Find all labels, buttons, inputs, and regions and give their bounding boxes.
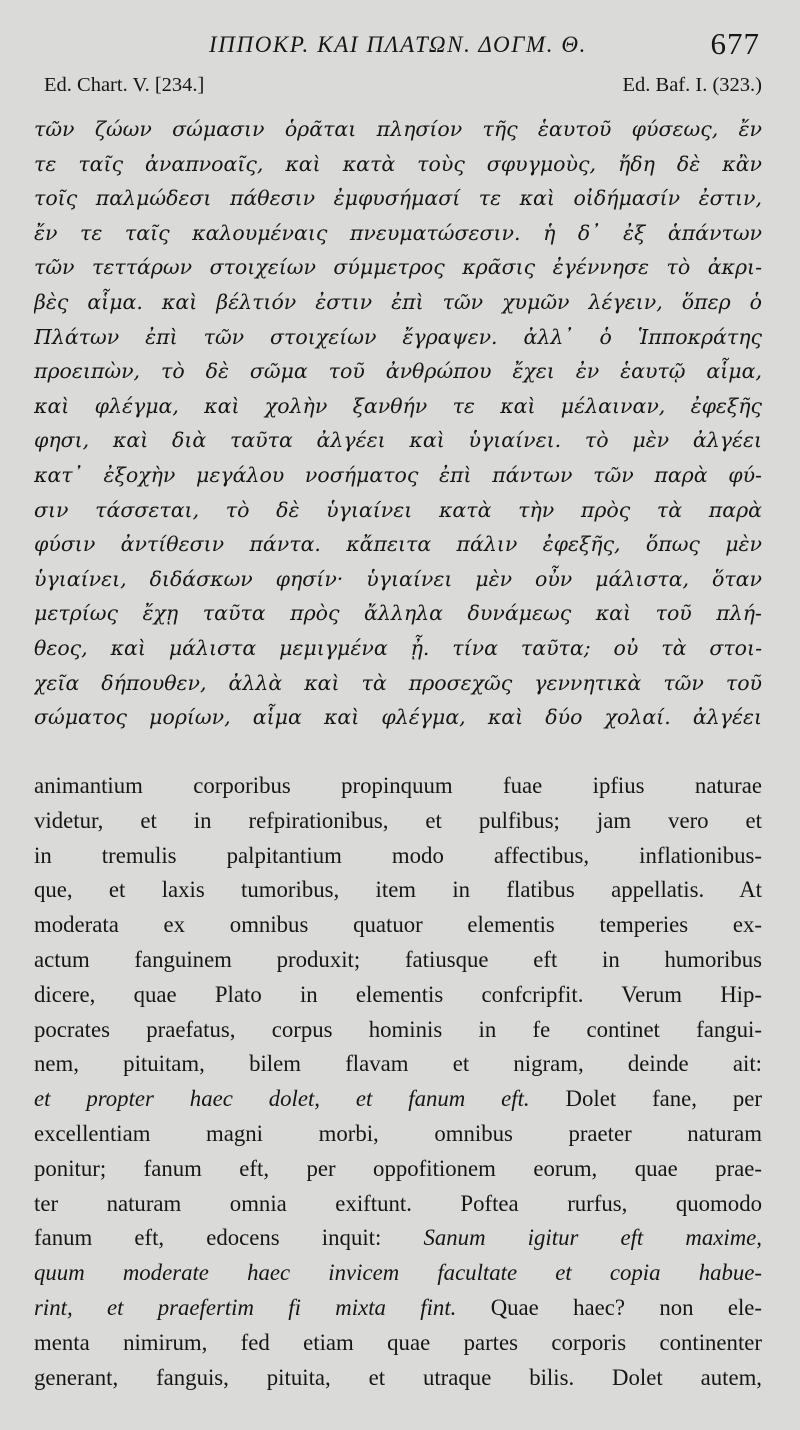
- greek-text-line: προειπὼν, τὸ δὲ σῶμα τοῦ ἀνθρώπου ἔχει ἐν ἑαυτῷ αἷμα,: [34, 359, 762, 384]
- latin-text-segment: Dolet fane, per: [529, 1086, 762, 1112]
- latin-italic-segment: quum moderate haec invicem facultate et copia habue-: [34, 1260, 762, 1286]
- edition-chart-reference: Ed. Chart. V. [234.]: [44, 74, 205, 96]
- greek-text-line: κατ᾽ ἐξοχὴν μεγάλου νοσήματος ἐπὶ πάντων τῶν παρὰ φύ-: [34, 462, 762, 487]
- greek-text-line: τῶν τεττάρων στοιχείων σύμμετρος κρᾶσις ἐγέννησε τὸ ἀκρι-: [34, 255, 762, 280]
- latin-text-line: [34, 1326, 762, 1361]
- latin-text-line: [34, 1291, 762, 1326]
- greek-text-block: [34, 112, 762, 734]
- latin-text-segment: menta nimirum, fed etiam quae partes corporis continenter: [34, 1329, 762, 1355]
- greek-text-line: τε ταῖς ἀναπνοαῖς, καὶ κατὰ τοὺς σφυγμοὺς, ἤδη δὲ κἂν: [34, 151, 762, 176]
- page-number: 677: [710, 26, 760, 61]
- greek-text-line: χεῖα δήπουθεν, ἀλλὰ καὶ τὰ προσεχῶς γεννητικὰ τῶν τοῦ: [34, 670, 762, 695]
- latin-text-line: [34, 978, 762, 1013]
- latin-text-line: [34, 804, 762, 839]
- latin-text-line: [34, 873, 762, 908]
- latin-text-segment: fanum eft, edocens inquit:: [34, 1225, 424, 1251]
- latin-text-line: [34, 1117, 762, 1152]
- edition-basel-reference: Ed. Baf. I. (323.): [622, 74, 762, 96]
- latin-text-segment: animantium corporibus propinquum fuae ipfius naturae: [34, 773, 762, 798]
- greek-text-line: φύσιν ἀντίθεσιν πάντα. κἄπειτα πάλιν ἐφεξῆς, ὅπως μὲν: [34, 532, 762, 557]
- latin-text-segment: excellentiam magni morbi, omnibus praeter naturam: [34, 1120, 762, 1146]
- greek-text-line: βὲς αἷμα. καὶ βέλτιόν ἐστιν ἐπὶ τῶν χυμῶν λέγειν, ὅπερ ὁ: [34, 289, 762, 314]
- latin-text-segment: actum fanguinem produxit; fatiusque eft in humoribus: [34, 946, 762, 972]
- greek-text-line: Πλάτων ἐπὶ τῶν στοιχείων ἔγραψεν. ἀλλ᾽ ὁ Ἱπποκράτης: [34, 324, 762, 349]
- latin-text-line: [34, 839, 762, 874]
- latin-text-line: [34, 1221, 762, 1256]
- greek-text-line: σώματος μορίων, αἷμα καὶ φλέγμα, καὶ δύο χολαί. ἀλγέει: [34, 705, 762, 730]
- latin-text-segment: ter naturam omnia exiftunt. Poftea rurfus, quomodo: [34, 1190, 762, 1216]
- running-head: [34, 26, 762, 66]
- greek-text-line: ὑγιαίνει, διδάσκων φησίν· ὑγιαίνει μὲν οὖν μάλιστα, ὅταν: [34, 566, 762, 591]
- latin-italic-segment: rint, et praefertim fi mixta fint.: [34, 1294, 457, 1320]
- latin-text-segment: generant, fanguis, pituita, et utraque bilis. Dolet autem,: [34, 1364, 762, 1390]
- latin-text-segment: dicere, quae Plato in elementis confcripfit. Verum Hip-: [34, 981, 762, 1007]
- running-title: ΙΠΠΟΚΡ. ΚΑΙ ΠΛΑΤΩΝ. ΔΟΓΜ. Θ.: [209, 32, 587, 57]
- latin-text-segment: videtur, et in refpirationibus, et pulfibus; jam vero et: [34, 807, 762, 833]
- greek-text-line: τῶν ζώων σώμασιν ὁρᾶται πλησίον τῆς ἑαυτοῦ φύσεως, ἔν: [34, 117, 762, 141]
- latin-text-line: [34, 908, 762, 943]
- latin-text-segment: nem, pituitam, bilem flavam et nigram, deinde ait:: [34, 1051, 762, 1077]
- latin-text-line: [34, 769, 762, 804]
- latin-text-block: [34, 769, 762, 1409]
- latin-text-segment: moderata ex omnibus quatuor elementis temperies ex-: [34, 912, 762, 938]
- latin-text-segment: Quae haec? non ele-: [456, 1294, 762, 1320]
- latin-text-line: [34, 1361, 762, 1396]
- greek-text-line: σιν τάσσεται, τὸ δὲ ὑγιαίνει κατὰ τὴν πρὸς τὰ παρὰ: [34, 497, 762, 522]
- latin-text-line: [34, 1256, 762, 1291]
- latin-text-segment: pocrates praefatus, corpus hominis in fe continet fangui-: [34, 1016, 762, 1042]
- latin-text-segment: ponitur; fanum eft, per oppofitionem eorum, quae prae-: [34, 1155, 762, 1181]
- greek-text-line: τοῖς παλμώδεσι πάθεσιν ἐμφυσήμασί τε καὶ οἰδήμασίν ἐστιν,: [34, 186, 762, 211]
- greek-text-line: μετρίως ἔχῃ ταῦτα πρὸς ἄλληλα δυνάμεως καὶ τοῦ πλή-: [34, 601, 762, 626]
- latin-text-line: [34, 1047, 762, 1082]
- greek-text-line: καὶ φλέγμα, καὶ χολὴν ξανθήν τε καὶ μέλαιναν, ἐφεξῆς: [34, 393, 762, 418]
- latin-italic-segment: Sanum igitur eft maxime,: [423, 1225, 762, 1251]
- latin-text-line: [34, 1152, 762, 1187]
- greek-text-line: φησι, καὶ διὰ ταῦτα ἀλγέει καὶ ὑγιαίνει. τὸ μὲν ἀλγέει: [34, 428, 762, 453]
- latin-text-line: [34, 1187, 762, 1222]
- latin-italic-segment: et propter haec dolet, et fanum eft.: [34, 1086, 530, 1112]
- greek-text-line: θεος, καὶ μάλιστα μεμιγμένα ᾖ. τίνα ταῦτα; οὐ τὰ στοι-: [34, 635, 762, 660]
- latin-text-segment: que, et laxis tumoribus, item in flatibus appellatis. At: [34, 877, 762, 903]
- latin-text-line: [34, 1013, 762, 1048]
- greek-text-line: ἔν τε ταῖς καλουμέναις πνευματώσεσιν. ἡ δ᾽ ἐξ ἁπάντων: [34, 220, 762, 245]
- edition-references: [44, 74, 762, 106]
- latin-text-line: [34, 943, 762, 978]
- latin-text-line: [34, 1082, 762, 1117]
- latin-text-segment: in tremulis palpitantium modo affectibus, inflationibus-: [34, 842, 762, 868]
